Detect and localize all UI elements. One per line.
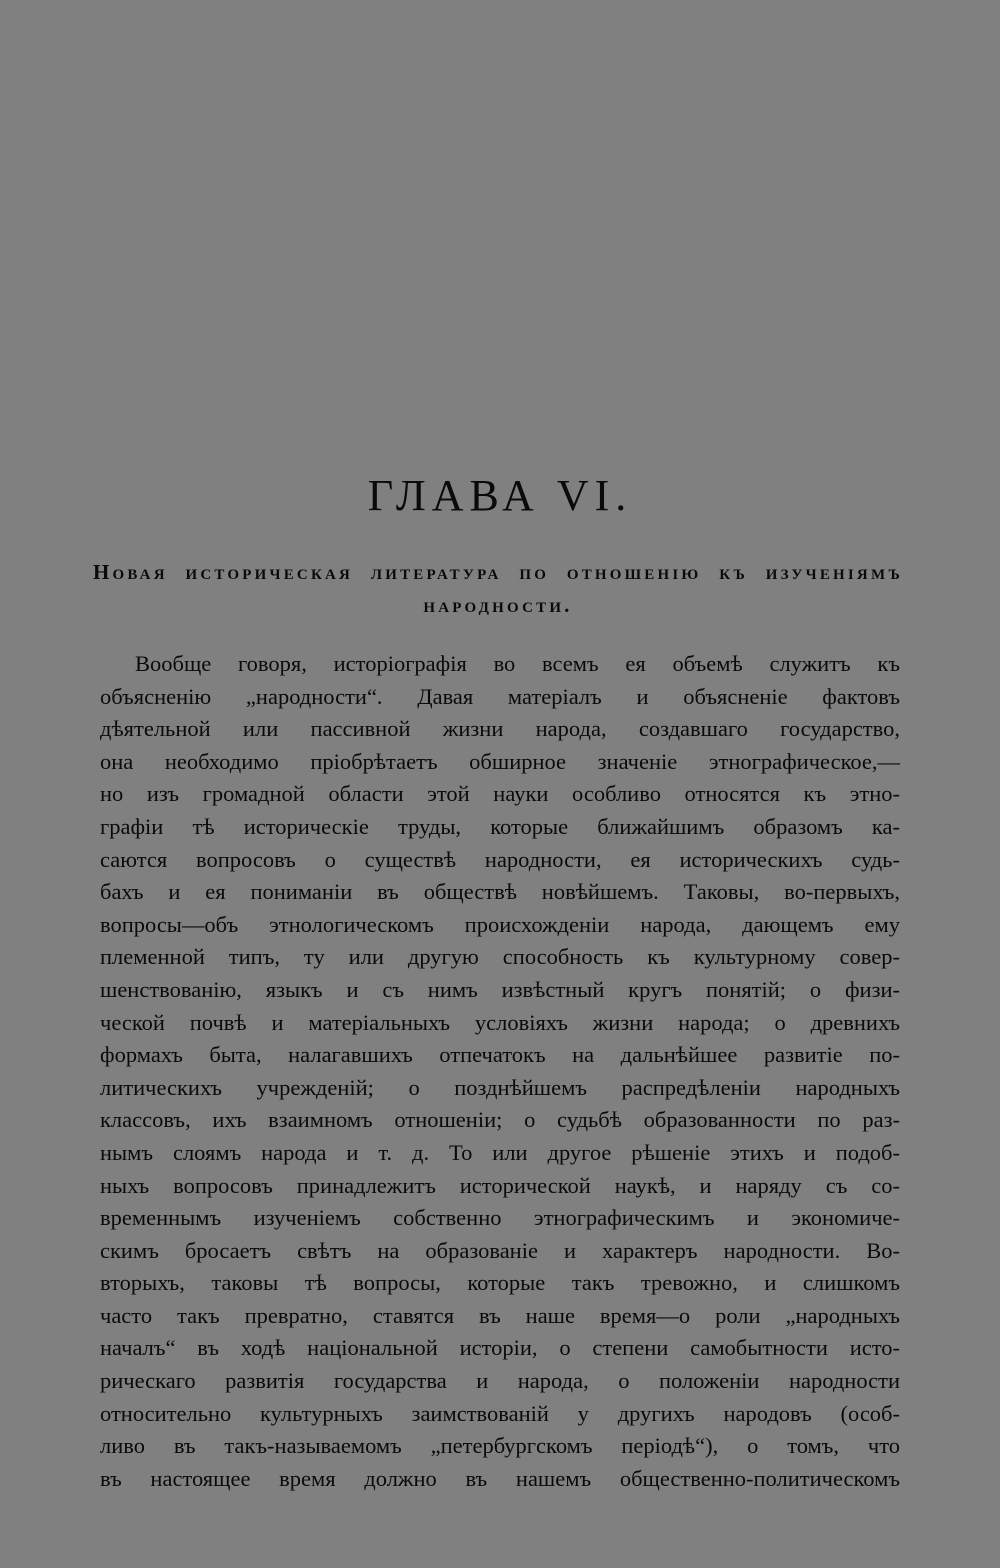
text-line: бахъ и ея пониманіи въ обществѣ новѣйшемъ. Таковы, во-первыхъ, (100, 879, 900, 905)
text-line: вопросы—объ этнологическомъ происхожденіи народа, дающемъ ему (100, 911, 900, 937)
text-line: нымъ слоямъ народа и т. д. То или другое рѣшеніе этихъ и подоб- (100, 1139, 900, 1165)
text-line: вторыхъ, таковы тѣ вопросы, которые такъ тревожно, и слишкомъ (100, 1270, 900, 1296)
text-line: саются вопросовъ о существѣ народности, ея историческихъ судь- (100, 846, 900, 872)
text-line: началъ“ въ ходѣ національной исторіи, о степени самобытности исто- (100, 1335, 900, 1361)
text-line: классовъ, ихъ взаимномъ отношеніи; о судьбѣ образованности по раз- (100, 1107, 900, 1133)
text-line: племенной типъ, ту или другую способность къ культурному совер- (100, 944, 900, 970)
chapter-title: ГЛАВА VI. (367, 471, 633, 520)
text-line: литическихъ учрежденій; о позднѣйшемъ распредѣленіи народныхъ (100, 1074, 900, 1100)
text-line: дѣятельной или пассивной жизни народа, создавшаго государство, (100, 716, 900, 742)
chapter-subtitle: Новая историческая литература по отношенію къ изученіямъ народности. (93, 560, 903, 617)
text-line: шенствованію, языкъ и съ нимъ извѣстный кругъ понятій; о физи- (100, 976, 900, 1002)
text-line: временнымъ изученіемъ собственно этнографическимъ и экономиче- (100, 1205, 900, 1231)
text-line: Вообще говоря, исторіографія во всемъ ея объемѣ служитъ къ (135, 651, 900, 676)
body-paragraph (100, 648, 900, 1495)
text-line: формахъ быта, налагавшихъ отпечатокъ на дальнѣйшее развитіе по- (100, 1042, 900, 1068)
text-line: графіи тѣ историческіе труды, которые ближайшимъ образомъ ка- (100, 813, 900, 839)
text-line: но изъ громадной области этой науки особливо относятся къ этно- (100, 781, 900, 807)
text-line: въ настоящее время должно въ нашемъ общественно-политическомъ (100, 1465, 900, 1491)
text-line: относительно культурныхъ заимствованій у другихъ народовъ (особ- (100, 1400, 900, 1426)
text-line: объясненію „народности“. Давая матеріалъ и объясненіе фактовъ (100, 683, 900, 709)
text-line: ческой почвѣ и матеріальныхъ условіяхъ жизни народа; о древнихъ (100, 1009, 900, 1035)
text-line: ныхъ вопросовъ принадлежитъ исторической наукѣ, и наряду съ со- (100, 1172, 900, 1198)
text-line: скимъ бросаетъ свѣтъ на образованіе и характеръ народности. Во- (100, 1237, 900, 1263)
text-line: она необходимо пріобрѣтаетъ обширное значеніе этнографическое,— (100, 748, 900, 774)
text-line: часто такъ превратно, ставятся въ наше время—о роли „народныхъ (100, 1302, 900, 1328)
text-line: рическаго развитія государства и народа, о положеніи народности (100, 1368, 900, 1394)
text-line: ливо въ такъ-называемомъ „петербургскомъ періодѣ“), о томъ, что (100, 1433, 900, 1459)
